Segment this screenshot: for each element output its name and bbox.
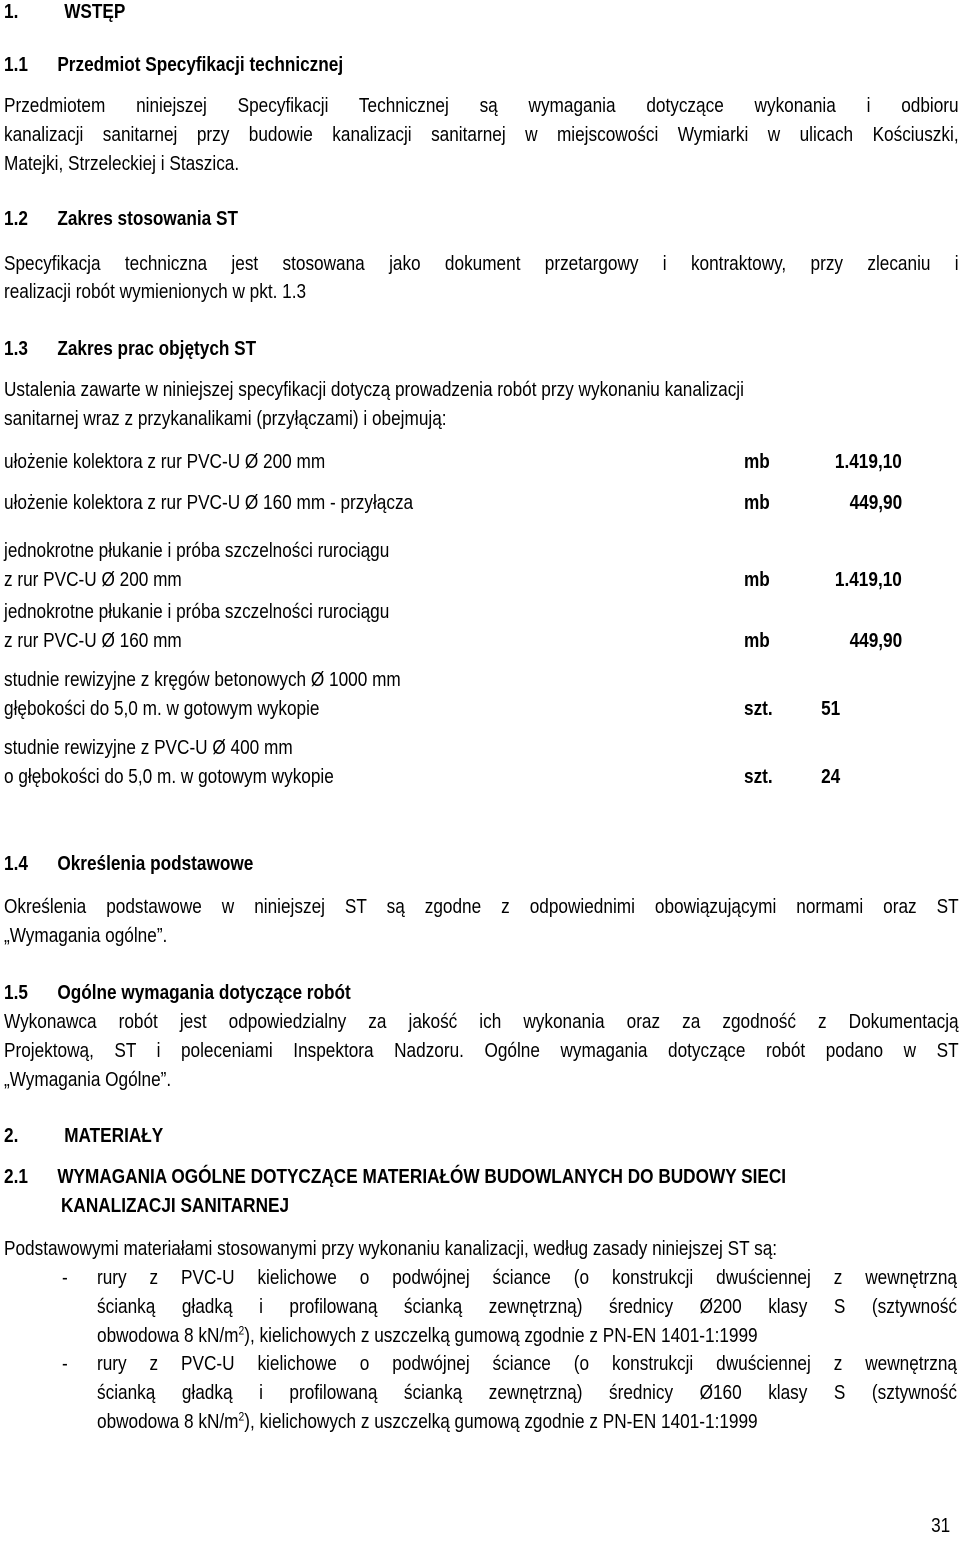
paragraph-line: kanalizacji sanitarnej przy budowie kanalizacji sanitarnej w miejscowości Wymiarki w ulicach Kościuszki, <box>4 124 959 146</box>
list-dash: - <box>62 1353 68 1375</box>
list-item-line: rury z PVC-U kielichowe o podwójnej ściance (o konstrukcji dwuściennej z wewnętrzną <box>97 1267 957 1289</box>
paragraph-line: Specyfikacja techniczna jest stosowana jako dokument przetargowy i kontraktowy, przy zlecaniu i <box>4 253 959 275</box>
list-item-text: ), kielichowych z uszczelką gumową zgodnie z PN-EN 1401-1:1999 <box>244 1411 758 1433</box>
list-item-line: ścianką gładką i profilowaną ścianką zewnętrzną) średnicy Ø200 klasy S (sztywność <box>97 1296 957 1318</box>
paragraph-line: Matejki, Strzeleckiej i Staszica. <box>4 153 240 175</box>
scope-item-label: ułożenie kolektora z rur PVC-U Ø 160 mm - przyłącza <box>4 492 414 514</box>
scope-item-label: głębokości do 5,0 m. w gotowym wykopie <box>4 698 320 720</box>
paragraph-line: „Wymagania Ogólne”. <box>4 1069 172 1091</box>
paragraph-line: Projektową, ST i poleceniami Inspektora Nadzoru. Ogólne wymagania dotyczące robót podano w ST <box>4 1040 959 1062</box>
heading-title: WSTĘP <box>64 1 126 23</box>
heading-title: Zakres prac objętych ST <box>57 338 257 360</box>
scope-item-unit: mb <box>744 492 770 514</box>
heading-title: WYMAGANIA OGÓLNE DOTYCZĄCE MATERIAŁÓW BUDOWLANYCH DO BUDOWY SIECI <box>57 1166 787 1188</box>
heading-number: 1.3 <box>4 338 28 360</box>
superscript: 2 <box>238 1409 245 1424</box>
scope-item-unit: szt. <box>744 698 773 720</box>
scope-item-label: z rur PVC-U Ø 160 mm <box>4 630 182 652</box>
paragraph-line: Przedmiotem niniejszej Specyfikacji Technicznej są wymagania dotyczące wykonania i odbioru <box>4 95 959 117</box>
scope-item-label: z rur PVC-U Ø 200 mm <box>4 569 182 591</box>
heading-number: 1.5 <box>4 982 28 1004</box>
paragraph-line: sanitarnej wraz z przykanalikami (przyłączami) i obejmują: <box>4 408 447 430</box>
scope-item-unit: mb <box>744 451 770 473</box>
paragraph-line: Wykonawca robót jest odpowiedzialny za jakość ich wykonania oraz za zgodność z Dokumentacją <box>4 1011 959 1033</box>
scope-item-qty: 24 <box>820 766 840 788</box>
scope-item-label: jednokrotne płukanie i próba szczelności rurociągu <box>4 601 390 623</box>
scope-item-qty: 1.419,10 <box>835 451 902 473</box>
list-item-line: rury z PVC-U kielichowe o podwójnej ściance (o konstrukcji dwuściennej z wewnętrzną <box>97 1353 957 1375</box>
heading-title: Określenia podstawowe <box>57 853 254 875</box>
paragraph-line: Podstawowymi materiałami stosowanymi przy wykonaniu kanalizacji, według zasady niniejszej ST są: <box>4 1238 778 1260</box>
paragraph-line: Ustalenia zawarte w niniejszej specyfikacji dotyczą prowadzenia robót przy wykonaniu kanalizacji <box>4 379 744 401</box>
list-dash: - <box>62 1267 68 1289</box>
heading-1-4 <box>4 850 253 879</box>
heading-section-1 <box>4 0 125 27</box>
page-number: 31 <box>930 1515 950 1537</box>
scope-item-unit: szt. <box>744 766 773 788</box>
heading-number: 1.2 <box>4 208 28 230</box>
scope-item-label: studnie rewizyjne z kręgów betonowych Ø 1000 mm <box>4 669 401 691</box>
scope-item-label: jednokrotne płukanie i próba szczelności rurociągu <box>4 540 390 562</box>
heading-title-continued: KANALIZACJI SANITARNEJ <box>61 1195 290 1217</box>
scope-item-unit: mb <box>744 630 770 652</box>
scope-item-qty: 51 <box>820 698 840 720</box>
heading-number: 2. <box>4 1125 19 1147</box>
heading-number: 1. <box>4 1 19 23</box>
heading-title: MATERIAŁY <box>64 1125 164 1147</box>
heading-number: 1.1 <box>4 54 28 76</box>
list-item-line: ścianką gładką i profilowaną ścianką zewnętrzną) średnicy Ø160 klasy S (sztywność <box>97 1382 957 1404</box>
heading-1-2 <box>4 205 238 234</box>
heading-title: Przedmiot Specyfikacji technicznej <box>57 54 344 76</box>
heading-number: 1.4 <box>4 853 28 875</box>
scope-item-qty: 449,90 <box>849 492 902 514</box>
paragraph-line: realizacji robót wymienionych w pkt. 1.3 <box>4 281 307 303</box>
superscript: 2 <box>238 1323 245 1338</box>
heading-section-2 <box>4 1122 163 1151</box>
heading-1-3 <box>4 335 256 364</box>
heading-2-1 <box>4 1163 786 1192</box>
scope-item-qty: 1.419,10 <box>835 569 902 591</box>
list-item-line <box>97 1408 758 1437</box>
list-item-text: obwodowa 8 kN/m <box>97 1411 239 1433</box>
scope-item-unit: mb <box>744 569 770 591</box>
scope-item-label: studnie rewizyjne z PVC-U Ø 400 mm <box>4 737 293 759</box>
scope-item-qty: 449,90 <box>849 630 902 652</box>
paragraph-line: „Wymagania ogólne”. <box>4 925 168 947</box>
paragraph-line: Określenia podstawowe w niniejszej ST są zgodne z odpowiednimi obowiązującymi normami oraz ST <box>4 896 959 918</box>
heading-number: 2.1 <box>4 1166 28 1188</box>
heading-title: Zakres stosowania ST <box>57 208 238 230</box>
list-item-text: ), kielichowych z uszczelką gumową zgodnie z PN-EN 1401-1:1999 <box>244 1325 758 1347</box>
list-item-line <box>97 1322 758 1351</box>
scope-item-label: o głębokości do 5,0 m. w gotowym wykopie <box>4 766 334 788</box>
scope-item-label: ułożenie kolektora z rur PVC-U Ø 200 mm <box>4 451 326 473</box>
list-item-text: obwodowa 8 kN/m <box>97 1325 239 1347</box>
heading-1-1 <box>4 51 343 80</box>
heading-title: Ogólne wymagania dotyczące robót <box>57 982 351 1004</box>
heading-1-5 <box>4 979 351 1008</box>
